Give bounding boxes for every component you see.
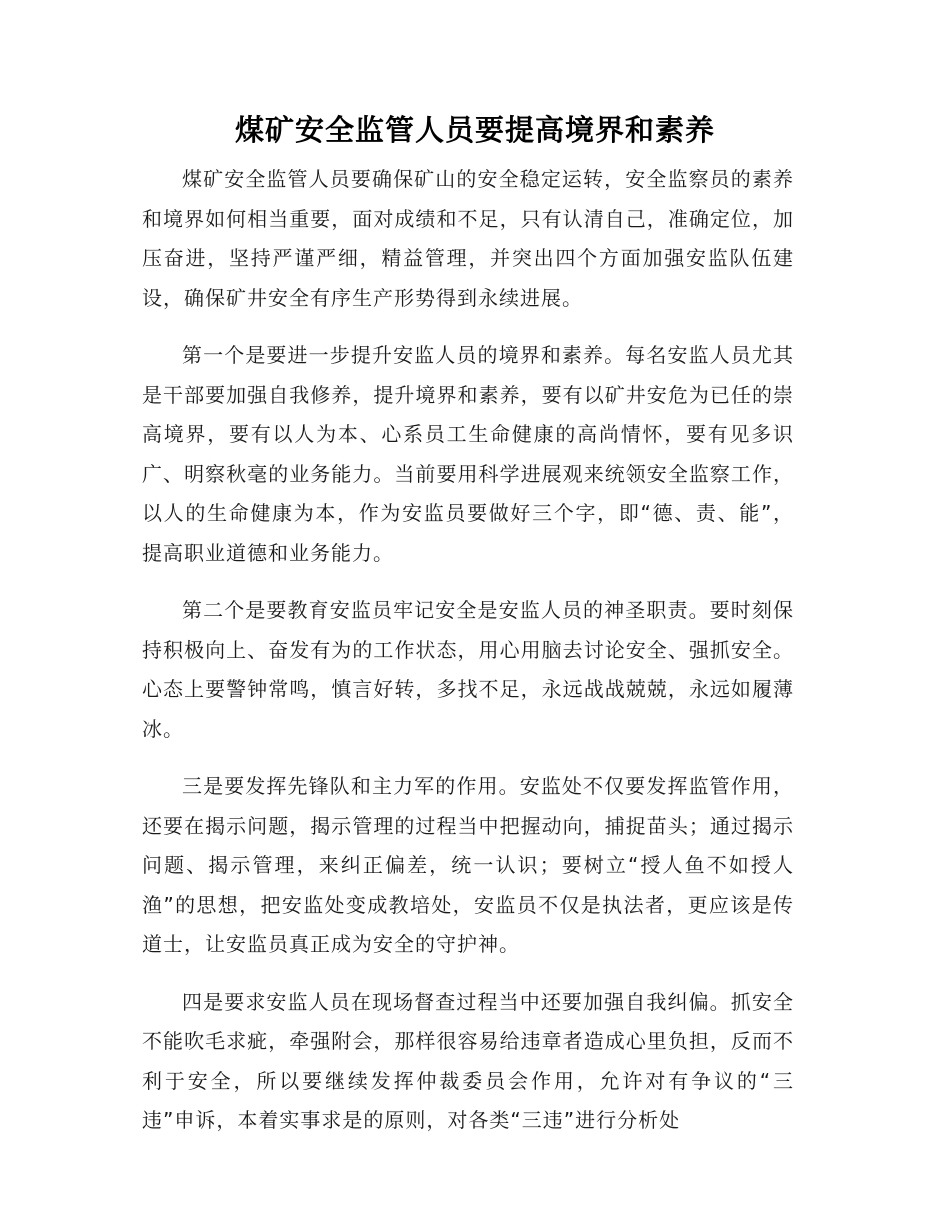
document-title: 煤矿安全监管人员要提高境界和素养 (234, 113, 715, 147)
paragraph-point-one: 第一个是要进一步提升安监人员的境界和素养。每名安监人员尤其是干部要加强自我修养，提升境界和素养，要有以矿井安危为已任的崇高境界，要有以人为本、心系员工生命健康的高尚情怀，要有见多识广、明察秋毫的业务能力。当前要用科学进展观来统领安全监察工作，以人的生命健康为本，作为安监员要做好三个字，即“德、责、能”，提高职业道德和业务能力。 (142, 343, 794, 565)
paragraph-point-three: 三是要发挥先锋队和主力军的作用。安监处不仅要发挥监管作用，还要在揭示问题，揭示管理的过程当中把握动向，捕捉苗头；通过揭示问题、揭示管理，来纠正偏差，统一认识；要树立“授人鱼不如授人渔”的思想，把安监处变成教培处，安监员不仅是执法者，更应该是传道士，让安监员真正成为安全的守护神。 (142, 774, 794, 956)
paragraph-point-four: 四是要求安监人员在现场督查过程当中还要加强自我纠偏。抓安全不能吹毛求疵，牵强附会，那样很容易给违章者造成心里负担，反而不利于安全，所以要继续发挥仲裁委员会作用，允许对有争议的“三违”申诉，本着实事求是的原则，对各类“三违”进行分析处 (142, 989, 794, 1132)
document-body (142, 160, 794, 1159)
paragraph-point-two: 第二个是要教育安监员牢记安全是安监人员的神圣职责。要时刻保持积极向上、奋发有为的工作状态，用心用脑去讨论安全、强抓安全。心态上要警钟常鸣，慎言好转，多找不足，永远战战兢兢，永远如履薄冰。 (142, 598, 794, 741)
paragraph-intro: 煤矿安全监管人员要确保矿山的安全稳定运转，安全监察员的素养和境界如何相当重要，面对成绩和不足，只有认清自己，准确定位，加压奋进，坚持严谨严细，精益管理，并突出四个方面加强安监队伍建设，确保矿井安全有序生产形势得到永续进展。 (142, 167, 794, 310)
